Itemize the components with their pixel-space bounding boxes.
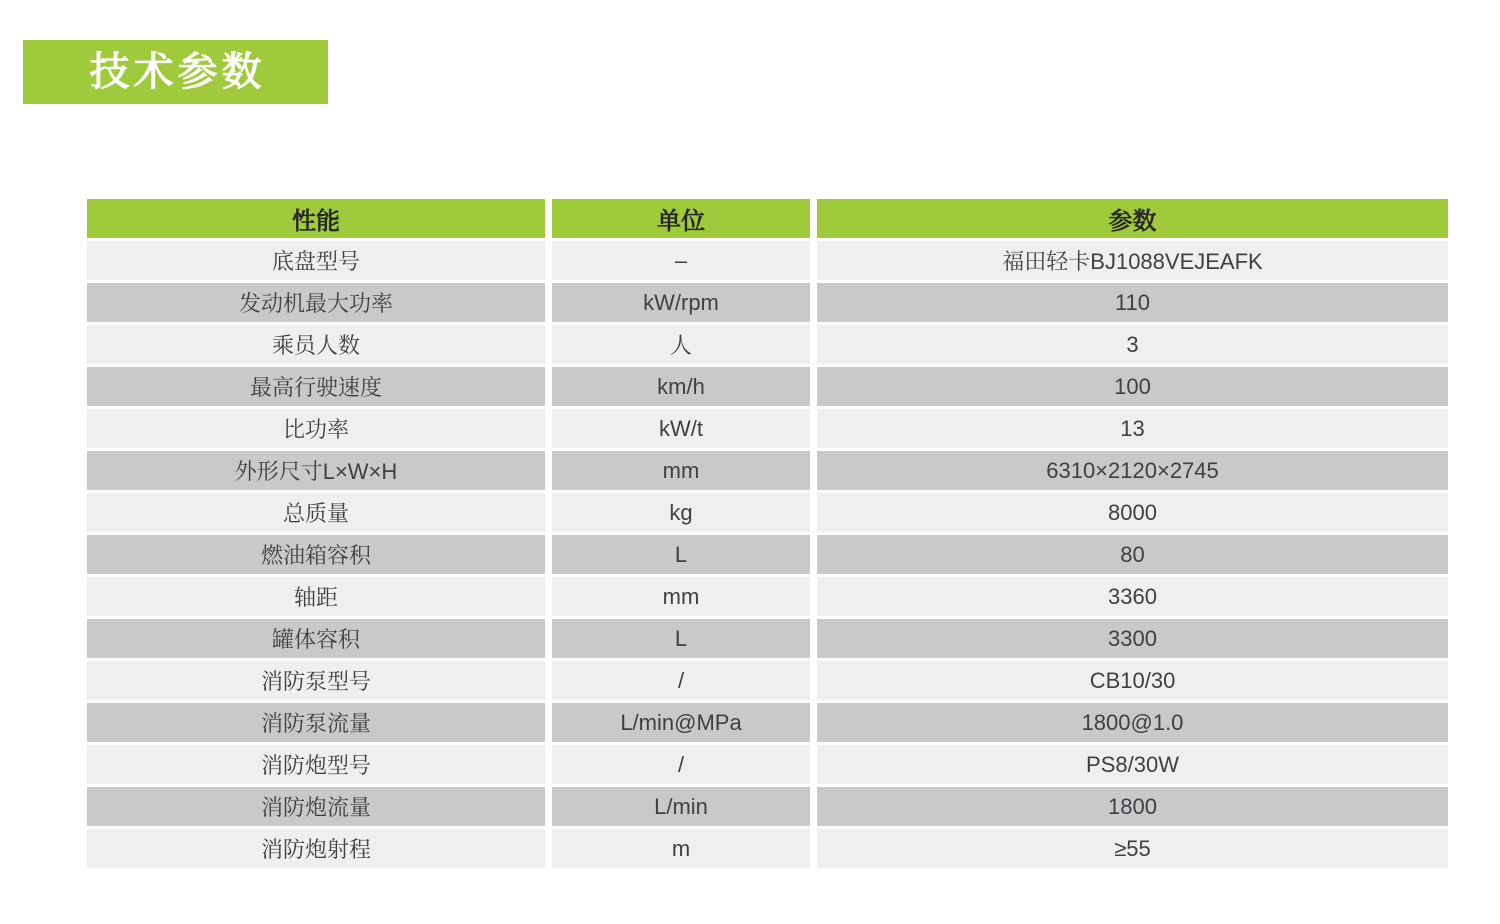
page-title-text: 技术参数 xyxy=(89,50,266,94)
row-unit-cell: / xyxy=(552,745,810,784)
row-performance-cell: 总质量 xyxy=(87,493,545,532)
spec-table xyxy=(80,196,1455,871)
row-unit-cell: mm xyxy=(552,577,810,616)
table-row xyxy=(87,325,1448,364)
row-performance-cell: 罐体容积 xyxy=(87,619,545,658)
row-performance-cell: 燃油箱容积 xyxy=(87,535,545,574)
row-performance-cell: 消防炮射程 xyxy=(87,829,545,868)
row-parameter-cell: 1800@1.0 xyxy=(817,703,1448,742)
table-row xyxy=(87,829,1448,868)
row-parameter-cell: 3 xyxy=(817,325,1448,364)
row-unit-cell: L xyxy=(552,619,810,658)
row-parameter-cell: 1800 xyxy=(817,787,1448,826)
row-parameter-cell: 3300 xyxy=(817,619,1448,658)
table-row xyxy=(87,241,1448,280)
table-row xyxy=(87,451,1448,490)
row-performance-cell: 比功率 xyxy=(87,409,545,448)
table-row xyxy=(87,787,1448,826)
header-parameter: 参数 xyxy=(817,199,1448,238)
row-parameter-cell: 110 xyxy=(817,283,1448,322)
row-performance-cell: 消防炮流量 xyxy=(87,787,545,826)
row-performance-cell: 轴距 xyxy=(87,577,545,616)
spec-table-body xyxy=(87,241,1448,868)
row-unit-cell: mm xyxy=(552,451,810,490)
row-parameter-cell: 福田轻卡BJ1088VEJEAFK xyxy=(817,241,1448,280)
row-performance-cell: 发动机最大功率 xyxy=(87,283,545,322)
row-performance-cell: 外形尺寸L×W×H xyxy=(87,451,545,490)
row-unit-cell: m xyxy=(552,829,810,868)
row-unit-cell: kg xyxy=(552,493,810,532)
table-row xyxy=(87,577,1448,616)
row-performance-cell: 消防泵流量 xyxy=(87,703,545,742)
row-parameter-cell: 6310×2120×2745 xyxy=(817,451,1448,490)
row-unit-cell: 人 xyxy=(552,325,810,364)
row-unit-cell: L xyxy=(552,535,810,574)
row-unit-cell: kW/rpm xyxy=(552,283,810,322)
row-parameter-cell: 100 xyxy=(817,367,1448,406)
row-parameter-cell: 3360 xyxy=(817,577,1448,616)
row-performance-cell: 消防泵型号 xyxy=(87,661,545,700)
page-title-badge xyxy=(23,40,328,104)
table-row xyxy=(87,745,1448,784)
table-row xyxy=(87,367,1448,406)
header-row xyxy=(87,199,1448,238)
table-row xyxy=(87,619,1448,658)
row-parameter-cell: 13 xyxy=(817,409,1448,448)
row-performance-cell: 底盘型号 xyxy=(87,241,545,280)
row-parameter-cell: CB10/30 xyxy=(817,661,1448,700)
row-performance-cell: 乘员人数 xyxy=(87,325,545,364)
row-unit-cell: / xyxy=(552,661,810,700)
row-parameter-cell: ≥55 xyxy=(817,829,1448,868)
header-unit: 单位 xyxy=(552,199,810,238)
row-unit-cell: L/min@MPa xyxy=(552,703,810,742)
header-performance: 性能 xyxy=(87,199,545,238)
row-unit-cell: L/min xyxy=(552,787,810,826)
table-row xyxy=(87,703,1448,742)
table-row xyxy=(87,283,1448,322)
row-parameter-cell: 8000 xyxy=(817,493,1448,532)
row-performance-cell: 消防炮型号 xyxy=(87,745,545,784)
table-row xyxy=(87,409,1448,448)
row-parameter-cell: 80 xyxy=(817,535,1448,574)
table-row xyxy=(87,661,1448,700)
table-row xyxy=(87,493,1448,532)
row-unit-cell: km/h xyxy=(552,367,810,406)
spec-table-header xyxy=(87,199,1448,238)
table-row xyxy=(87,535,1448,574)
row-performance-cell: 最高行驶速度 xyxy=(87,367,545,406)
row-unit-cell: – xyxy=(552,241,810,280)
row-parameter-cell: PS8/30W xyxy=(817,745,1448,784)
row-unit-cell: kW/t xyxy=(552,409,810,448)
